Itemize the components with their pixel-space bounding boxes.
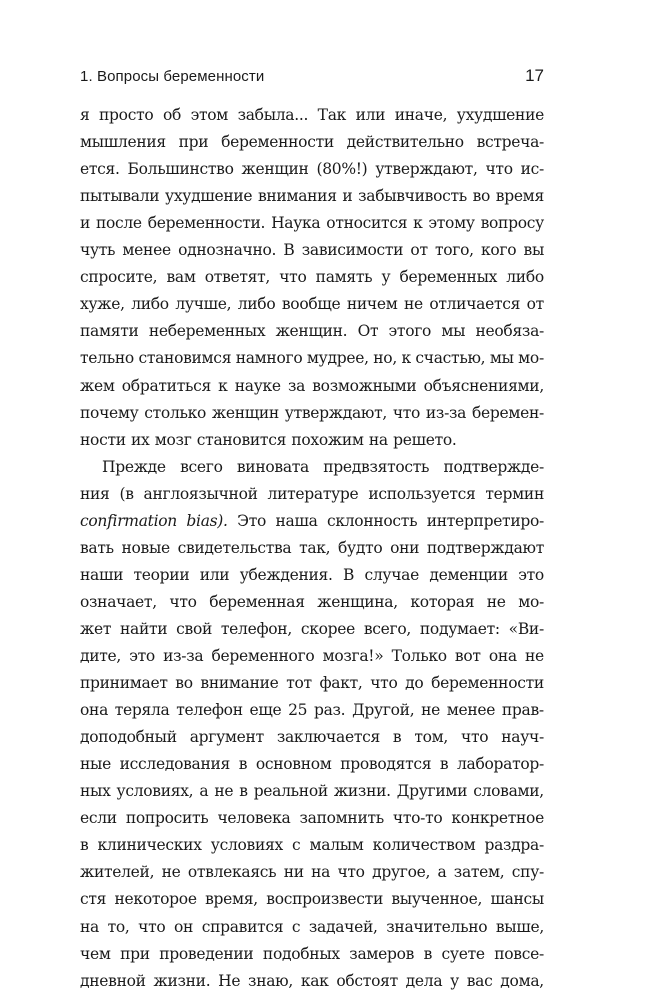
- text-word: как: [300, 971, 329, 990]
- text-line: [80, 616, 544, 643]
- text-word: новые: [121, 538, 170, 557]
- text-word: счастью,: [415, 349, 486, 368]
- text-word: при: [178, 133, 209, 152]
- text-line: [80, 156, 544, 183]
- text-word: или: [355, 106, 386, 124]
- text-word: мозг: [154, 430, 192, 449]
- text-word: этом: [190, 106, 229, 124]
- text-line: [80, 129, 544, 156]
- text-word: из-за: [425, 403, 467, 422]
- text-word: или: [199, 565, 230, 584]
- text-word: столько: [144, 403, 207, 422]
- text-word: предвзятость: [323, 457, 430, 476]
- text-word: вать: [80, 538, 114, 557]
- text-word: confirmation: [80, 511, 177, 530]
- text-word: доподобный: [80, 728, 177, 747]
- text-word: ни: [283, 863, 304, 882]
- text-word: мы: [489, 349, 514, 368]
- text-line: [80, 345, 544, 372]
- text-line: [80, 643, 544, 670]
- text-word: будто: [337, 538, 383, 557]
- text-word: используется: [368, 484, 476, 503]
- text-word: В: [343, 565, 355, 584]
- text-line: [80, 454, 544, 481]
- text-line: [80, 697, 544, 724]
- text-word: найти: [119, 619, 168, 638]
- text-word: время: [495, 187, 544, 206]
- text-word: памяти: [80, 322, 139, 341]
- text-line: [80, 968, 544, 995]
- text-word: однозначно.: [178, 241, 277, 260]
- text-word: а: [437, 863, 447, 882]
- text-word: не: [421, 701, 440, 720]
- text-word: что: [461, 728, 489, 747]
- text-word: что: [370, 674, 398, 693]
- text-word: Прежде: [102, 457, 166, 476]
- text-word: либо: [237, 295, 276, 314]
- text-word: встреча-: [476, 133, 544, 152]
- text-word: ответят,: [204, 268, 271, 287]
- text-word: они: [390, 538, 420, 557]
- text-word: после: [95, 214, 142, 233]
- text-line: [80, 373, 544, 400]
- text-word: из-за: [163, 647, 204, 665]
- text-word: вам: [166, 268, 196, 287]
- text-word: вот: [454, 647, 481, 665]
- text-word: тельно: [80, 349, 134, 368]
- text-word: возможными: [312, 376, 417, 395]
- text-word: жизни.: [153, 971, 211, 990]
- text-word: память: [315, 268, 373, 287]
- page-number: 17: [525, 66, 544, 85]
- text-word: либо: [506, 268, 544, 287]
- text-word: теории: [133, 565, 190, 584]
- text-word: внимания: [257, 187, 337, 206]
- text-word: беременного: [211, 647, 315, 665]
- text-word: жителей,: [80, 863, 155, 882]
- text-word: то,: [107, 917, 130, 936]
- text-word: становимся: [138, 349, 232, 368]
- text-word: во: [175, 674, 193, 693]
- text-word: которая: [410, 592, 475, 611]
- text-word: англоязычной: [143, 484, 258, 503]
- text-word: что: [337, 863, 365, 882]
- text-word: вопросу: [480, 214, 544, 233]
- text-word: факт,: [319, 674, 363, 693]
- text-word: тот: [286, 674, 312, 693]
- text-word: это: [129, 647, 155, 665]
- text-word: лучше,: [175, 295, 232, 314]
- text-word: от: [526, 295, 544, 314]
- text-line: [80, 778, 544, 805]
- text-line: [80, 264, 544, 291]
- text-word: условиях,: [116, 782, 194, 801]
- text-word: на: [80, 917, 99, 936]
- text-word: свой: [176, 619, 213, 638]
- running-header: [80, 66, 544, 90]
- text-line: [80, 859, 544, 886]
- text-line: [80, 886, 544, 913]
- text-word: чем: [80, 944, 111, 963]
- text-word: замеров: [349, 944, 415, 963]
- text-word: я: [80, 106, 90, 124]
- text-word: другое,: [372, 863, 431, 882]
- text-line: [80, 832, 544, 859]
- text-word: этому: [428, 214, 475, 233]
- text-word: наша: [275, 511, 318, 530]
- text-word: Не: [218, 971, 241, 990]
- text-word: у: [450, 971, 459, 990]
- text-word: Только: [391, 647, 447, 665]
- text-word: всего,: [363, 619, 412, 638]
- text-word: реальной: [253, 782, 328, 801]
- text-line: [80, 508, 544, 535]
- text-word: задачей,: [308, 917, 378, 936]
- text-word: намного: [235, 349, 303, 368]
- text-word: проводятся: [340, 755, 432, 774]
- text-word: ется.: [80, 160, 120, 179]
- text-word: утверждают,: [375, 160, 478, 179]
- text-word: малым: [309, 836, 364, 855]
- text-word: основном: [255, 755, 332, 774]
- text-word: кого: [481, 241, 517, 260]
- text-word: ния: [80, 484, 110, 503]
- text-word: а: [199, 782, 209, 801]
- text-word: что: [279, 268, 307, 287]
- text-word: запомнить: [299, 809, 384, 828]
- text-line: [80, 210, 544, 237]
- text-word: ухудшение: [165, 187, 253, 206]
- text-word: до: [405, 674, 424, 693]
- text-word: в: [392, 728, 402, 747]
- text-word: Другими: [396, 782, 468, 801]
- text-word: подтверждают: [426, 538, 544, 557]
- text-word: менее: [122, 241, 171, 260]
- text-word: спросите,: [80, 268, 158, 287]
- text-word: ности: [80, 430, 126, 449]
- text-line: [80, 481, 544, 508]
- text-word: внимание: [200, 674, 279, 693]
- text-line: [80, 291, 544, 318]
- text-line: [80, 724, 544, 751]
- text-word: небеременных: [148, 322, 266, 341]
- text-word: об: [162, 106, 182, 124]
- text-word: у: [381, 268, 391, 287]
- text-word: вас: [466, 971, 493, 990]
- text-word: относится: [326, 214, 408, 233]
- text-word: женщин.: [275, 322, 348, 341]
- text-word: ных: [80, 782, 111, 801]
- text-word: что: [169, 592, 197, 611]
- text-word: науке: [234, 376, 281, 395]
- text-word: на: [368, 430, 388, 449]
- text-word: не: [214, 782, 234, 801]
- text-word: дела: [405, 971, 443, 990]
- text-word: при: [120, 944, 150, 963]
- text-word: но,: [373, 349, 397, 368]
- text-word: забыла...: [237, 106, 309, 124]
- text-word: справится: [201, 917, 284, 936]
- text-word: хуже,: [80, 295, 125, 314]
- text-word: подтвержде-: [443, 457, 544, 476]
- text-word: мо-: [518, 592, 544, 611]
- text-word: телефон,: [220, 619, 292, 638]
- text-word: количеством: [372, 836, 476, 855]
- text-word: стя: [80, 890, 107, 909]
- text-word: за: [287, 376, 306, 395]
- text-word: что-то: [392, 809, 443, 828]
- text-word: виновата: [236, 457, 309, 476]
- text-word: ничем: [346, 295, 398, 314]
- text-line: [80, 941, 544, 968]
- text-word: убеждения.: [239, 565, 333, 584]
- text-word: исследования: [119, 755, 231, 774]
- text-word: что: [485, 160, 513, 179]
- text-word: литературе: [267, 484, 359, 503]
- text-word: беременности.: [147, 214, 266, 233]
- text-word: заключается: [276, 728, 380, 747]
- text-word: если: [80, 809, 117, 828]
- text-word: свидетельства: [177, 538, 292, 557]
- text-word: ухудшение: [456, 106, 544, 124]
- text-word: скорее: [300, 619, 355, 638]
- text-word: в: [238, 755, 248, 774]
- text-word: телефон: [176, 701, 243, 720]
- text-word: беремен-: [471, 403, 544, 422]
- text-word: затем,: [453, 863, 505, 882]
- text-word: выше,: [495, 917, 544, 936]
- text-word: не: [403, 295, 423, 314]
- text-word: лаборатор-: [457, 755, 544, 774]
- text-word: мы: [441, 322, 466, 341]
- text-word: мудрее,: [306, 349, 369, 368]
- text-word: становится: [196, 430, 287, 449]
- text-word: объяснениями,: [423, 376, 544, 395]
- text-word: что: [392, 403, 421, 422]
- text-line: [80, 535, 544, 562]
- text-word: зависимости: [301, 241, 404, 260]
- text-line: [80, 318, 544, 345]
- text-word: жет: [80, 619, 112, 638]
- text-word: от: [410, 241, 428, 260]
- text-word: случае: [364, 565, 419, 584]
- text-word: женщин: [241, 160, 309, 179]
- text-word: интерпретиро-: [426, 511, 544, 530]
- text-word: и: [80, 214, 91, 233]
- text-word: иначе,: [394, 106, 448, 124]
- text-word: 25: [288, 701, 308, 720]
- text-word: словами,: [473, 782, 544, 801]
- text-word: значительно: [386, 917, 488, 936]
- text-word: отвлекаясь: [187, 863, 277, 882]
- text-word: выученное,: [391, 890, 483, 909]
- text-word: Другой,: [352, 701, 415, 720]
- text-word: решето.: [393, 430, 457, 449]
- text-word: этого: [388, 322, 432, 341]
- text-word: не: [486, 592, 506, 611]
- text-word: с: [292, 836, 301, 855]
- text-word: склонность: [326, 511, 418, 530]
- text-word: это: [518, 565, 544, 584]
- text-word: науч-: [501, 728, 544, 747]
- text-word: их: [131, 430, 150, 449]
- text-word: bias).: [186, 511, 228, 530]
- text-word: означает,: [80, 592, 157, 611]
- text-line: [80, 589, 544, 616]
- text-word: просто: [99, 106, 154, 124]
- text-word: к: [218, 376, 228, 395]
- text-word: всего: [180, 457, 223, 476]
- text-word: шансы: [490, 890, 544, 909]
- text-word: воспроизвести: [266, 890, 383, 909]
- text-word: наши: [80, 565, 124, 584]
- text-word: попросить: [125, 809, 209, 828]
- text-word: беременности: [431, 674, 544, 693]
- text-word: жизни.: [333, 782, 391, 801]
- text-word: и: [342, 187, 353, 206]
- text-word: том,: [414, 728, 449, 747]
- text-line: [80, 183, 544, 210]
- text-word: некоторое: [114, 890, 197, 909]
- text-word: действительно: [346, 133, 464, 152]
- text-word: (в: [119, 484, 134, 503]
- text-word: обстоят: [336, 971, 398, 990]
- text-word: мышления: [80, 133, 166, 152]
- text-word: От: [357, 322, 379, 341]
- text-word: подобных: [262, 944, 340, 963]
- text-word: конкретное: [451, 809, 544, 828]
- text-word: проведении: [159, 944, 254, 963]
- text-word: беременных: [399, 268, 498, 287]
- text-word: она: [80, 701, 109, 720]
- text-word: в: [239, 782, 248, 801]
- text-word: знаю,: [248, 971, 293, 990]
- text-word: в: [423, 944, 433, 963]
- text-word: либо: [131, 295, 169, 314]
- section-title: 1. Вопросы беременности: [80, 68, 265, 85]
- text-word: не: [161, 863, 181, 882]
- text-word: мо-: [518, 349, 544, 368]
- text-word: вообще: [281, 295, 341, 314]
- text-line: [80, 237, 544, 264]
- text-line: [80, 914, 544, 941]
- text-word: утверждают,: [284, 403, 388, 422]
- text-word: подумает:: [419, 619, 500, 638]
- text-line: [80, 670, 544, 697]
- text-line: [80, 102, 544, 129]
- text-word: к: [401, 349, 411, 368]
- text-word: прав-: [501, 701, 544, 720]
- text-word: менее: [446, 701, 496, 720]
- text-word: похожим: [291, 430, 364, 449]
- text-word: к: [413, 214, 423, 233]
- text-word: на: [311, 863, 331, 882]
- text-word: спу-: [511, 863, 544, 882]
- text-word: беременная: [209, 592, 305, 611]
- text-word: она: [488, 647, 517, 665]
- text-word: термин: [485, 484, 544, 503]
- text-word: раз.: [313, 701, 346, 720]
- text-word: в: [80, 836, 89, 855]
- text-word: теряла: [114, 701, 170, 720]
- text-word: беременности: [221, 133, 334, 152]
- text-word: Большинство: [127, 160, 234, 179]
- text-word: так,: [299, 538, 331, 557]
- text-word: еще: [249, 701, 282, 720]
- text-word: не: [524, 647, 544, 665]
- text-word: отличается: [429, 295, 521, 314]
- text-word: ис-: [520, 160, 544, 179]
- text-word: ные: [80, 755, 111, 774]
- text-word: (80%!): [316, 160, 368, 179]
- text-word: вы: [523, 241, 544, 260]
- text-word: клинических: [97, 836, 202, 855]
- text-word: раздра-: [484, 836, 544, 855]
- text-word: «Ви-: [508, 619, 544, 638]
- text-word: Так: [317, 106, 347, 124]
- text-word: что: [138, 917, 166, 936]
- text-line: [80, 427, 544, 454]
- text-word: забывчивость: [358, 187, 467, 206]
- text-word: суете: [441, 944, 485, 963]
- text-word: Наука: [271, 214, 321, 233]
- text-word: деменции: [429, 565, 508, 584]
- text-word: время,: [205, 890, 258, 909]
- text-line: [80, 400, 544, 427]
- text-word: дите,: [80, 647, 122, 665]
- text-word: в: [439, 755, 449, 774]
- text-word: дома,: [500, 971, 544, 990]
- text-word: чуть: [80, 241, 116, 260]
- text-word: повсе-: [494, 944, 544, 963]
- text-word: женщина,: [317, 592, 398, 611]
- text-word: женщин: [211, 403, 279, 422]
- text-word: жем: [80, 376, 115, 395]
- text-word: дневной: [80, 971, 146, 990]
- text-word: того,: [434, 241, 474, 260]
- text-word: мозга!»: [322, 647, 384, 665]
- text-word: человека: [217, 809, 291, 828]
- text-word: во: [472, 187, 491, 206]
- text-line: [80, 562, 544, 589]
- text-word: условиях: [210, 836, 283, 855]
- text-line: [80, 805, 544, 832]
- text-word: В: [283, 241, 295, 260]
- text-word: необяза-: [475, 322, 544, 341]
- text-word: Это: [237, 511, 267, 530]
- text-word: с: [291, 917, 301, 936]
- text-word: аргумент: [189, 728, 264, 747]
- text-line: [80, 751, 544, 778]
- text-word: почему: [80, 403, 139, 422]
- text-word: пытывали: [80, 187, 160, 206]
- text-word: принимает: [80, 674, 168, 693]
- text-word: обратиться: [121, 376, 211, 395]
- text-word: он: [174, 917, 194, 936]
